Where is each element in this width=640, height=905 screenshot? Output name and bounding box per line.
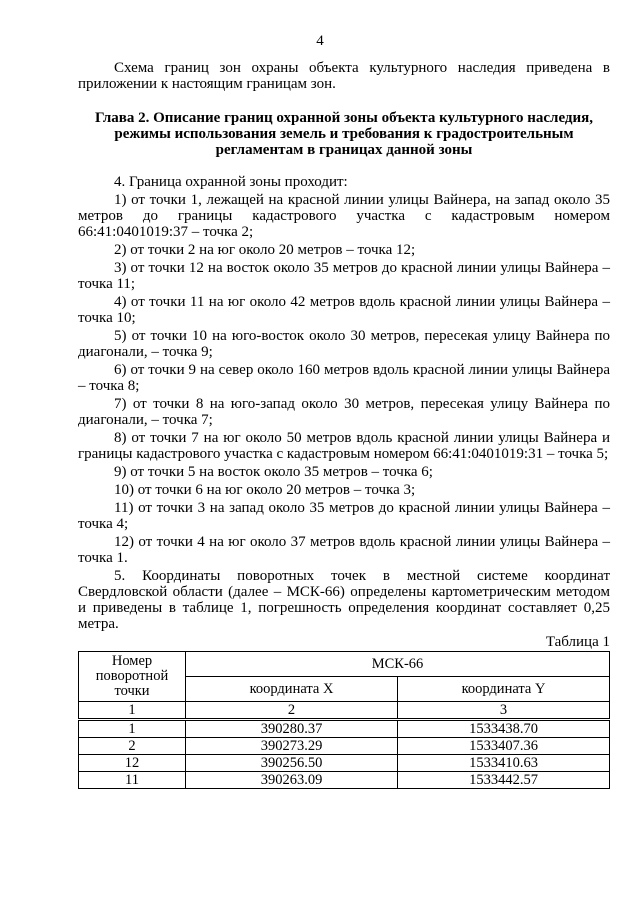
boundary-item-4: 4) от точки 11 на юг около 42 метров вдоль красной линии улицы Вайнера – точка 10; xyxy=(78,294,610,326)
boundary-item-7: 7) от точки 8 на юго-запад около 30 метров, пересекая улицу Вайнера по диагонали, – точка 7; xyxy=(78,396,610,428)
page-number: 4 xyxy=(316,33,324,49)
boundary-item-3: 3) от точки 12 на восток около 35 метров до красной линии улицы Вайнера – точка 11; xyxy=(78,260,610,292)
boundary-item-12: 12) от точки 4 на юг около 37 метров вдоль красной линии улицы Вайнера – точка 1. xyxy=(78,534,610,566)
paragraph-5: 5. Координаты поворотных точек в местной системе координат Свердловской области (далее – МСК-66) определены картометрическим методом и приведены в таблице 1, погрешность определения координат составляет 0,25 метра. xyxy=(78,568,610,632)
table-row xyxy=(79,738,610,755)
x-coordinate-cell: 390273.29 xyxy=(186,738,398,755)
boundary-item-1: 1) от точки 1, лежащей на красной линии улицы Вайнера, на запад около 35 метров до границы кадастрового участка с кадастровым номером 66:41:0401019:37 – точка 2; xyxy=(78,192,610,240)
table-row xyxy=(79,720,610,738)
point-number-cell: 1 xyxy=(79,720,186,738)
paragraph-4-heading: 4. Граница охранной зоны проходит: xyxy=(114,174,348,190)
x-coordinate-cell: 390263.09 xyxy=(186,772,398,789)
x-coordinate-cell: 390256.50 xyxy=(186,755,398,772)
intro-paragraph: Схема границ зон охраны объекта культурного наследия приведена в приложении к настоящим границам зон. xyxy=(78,60,610,92)
document-body xyxy=(78,60,610,789)
point-number-header: Номер поворотной точки xyxy=(79,652,186,702)
boundary-item-10: 10) от точки 6 на юг около 20 метров – точка 3; xyxy=(114,482,416,498)
y-coordinate-cell: 1533410.63 xyxy=(398,755,610,772)
table-row xyxy=(79,755,610,772)
column-number-row xyxy=(79,702,610,720)
y-coordinate-cell: 1533407.36 xyxy=(398,738,610,755)
table-row xyxy=(79,772,610,789)
y-coordinate-cell: 1533438.70 xyxy=(398,720,610,738)
boundary-item-6: 6) от точки 9 на север около 160 метров вдоль красной линии улицы Вайнера – точка 8; xyxy=(78,362,610,394)
boundary-item-11: 11) от точки 3 на запад около 35 метров до красной линии улицы Вайнера – точка 4; xyxy=(78,500,610,532)
point-number-cell: 12 xyxy=(79,755,186,772)
boundary-item-8: 8) от точки 7 на юг около 50 метров вдоль красной линии улицы Вайнера и границы кадастрового участка с кадастровым номером 66:41:0401019:31 – точка 5; xyxy=(78,430,610,462)
x-coordinate-header: координата X xyxy=(186,677,398,702)
chapter-title: Глава 2. Описание границ охранной зоны объекта культурного наследия, режимы использования земель и требования к градостроительным регламентам в границах данной зоны xyxy=(94,110,594,158)
x-coordinate-cell: 390280.37 xyxy=(186,720,398,738)
boundary-item-9: 9) от точки 5 на восток около 35 метров – точка 6; xyxy=(114,464,433,480)
point-number-cell: 2 xyxy=(79,738,186,755)
column-number: 2 xyxy=(186,702,398,720)
y-coordinate-cell: 1533442.57 xyxy=(398,772,610,789)
boundary-item-2: 2) от точки 2 на юг около 20 метров – точка 12; xyxy=(114,242,416,258)
boundary-item-5: 5) от точки 10 на юго-восток около 30 метров, пересекая улицу Вайнера по диагонали, – точка 9; xyxy=(78,328,610,360)
y-coordinate-header: координата Y xyxy=(398,677,610,702)
point-number-cell: 11 xyxy=(79,772,186,789)
coordinate-system-header: МСК-66 xyxy=(186,652,610,677)
table-caption: Таблица 1 xyxy=(545,634,610,650)
coordinates-table xyxy=(78,651,610,789)
table-header-row xyxy=(79,652,610,677)
column-number: 1 xyxy=(79,702,186,720)
column-number: 3 xyxy=(398,702,610,720)
